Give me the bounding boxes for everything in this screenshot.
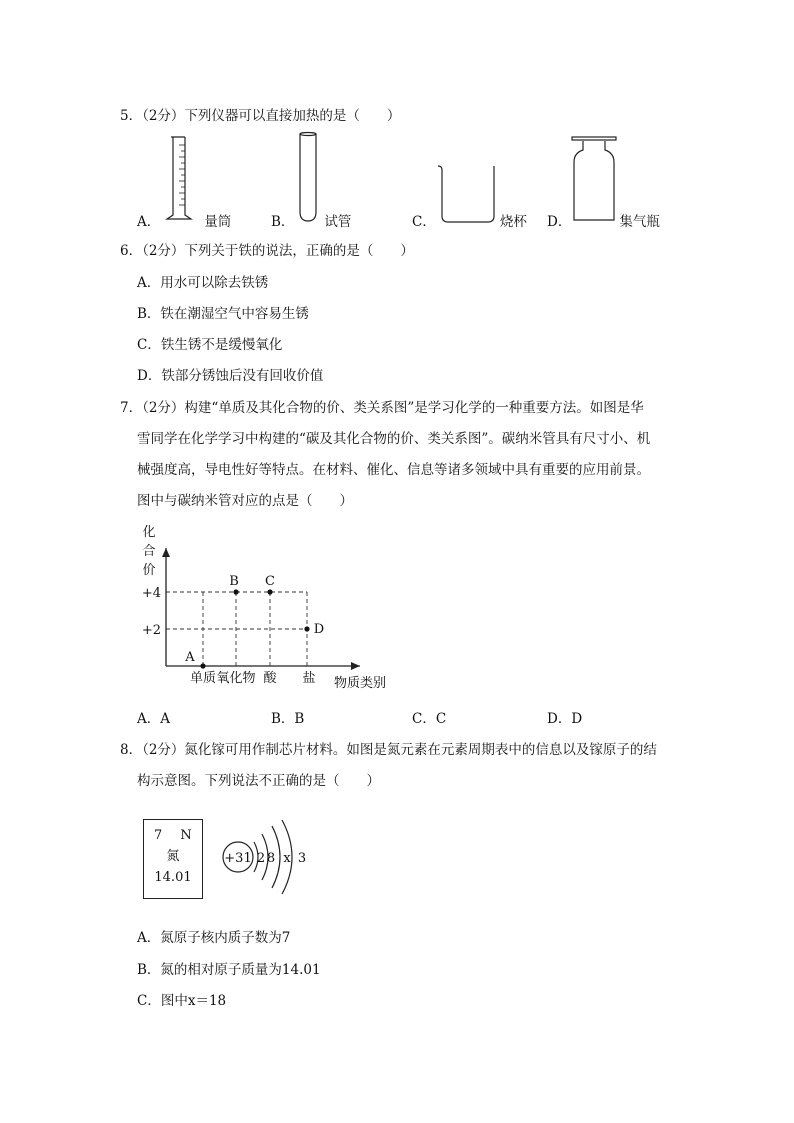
data-point (200, 663, 205, 668)
q6-stem: 6．（2分）下列关于铁的说法，正确的是（ ） (120, 243, 414, 259)
q6-option-c[interactable]: C．铁生锈不是缓慢氧化 (137, 337, 283, 353)
q8-stem-line: 构示意图。下列说法不正确的是（ ） (137, 773, 380, 789)
point-label: B (229, 574, 239, 589)
q7-option-a[interactable]: A．A (137, 711, 170, 727)
q5-option-d[interactable]: D． 集气瓶 (547, 214, 660, 230)
nucleus-charge: +31 (224, 851, 252, 866)
y-axis-arrow (162, 548, 170, 557)
q7-option-b[interactable]: B．B (271, 711, 305, 727)
data-point (304, 626, 309, 631)
q8-stem-line: 8．（2分）氮化镓可用作制芯片材料。如图是氮元素在元素周期表中的信息以及镓原子的结 (120, 742, 657, 758)
y-tick-label: +4 (141, 586, 161, 601)
q7-stem-line: 械强度高，导电性好等特点。在材料、催化、信息等诸多领域中具有重要的应用前景。 (137, 462, 650, 478)
category-label: 酸 (263, 671, 277, 686)
q8-option-c[interactable]: C．图中x＝18 (137, 993, 227, 1009)
element-symbol: N (180, 828, 192, 843)
y-tick-label: +2 (141, 623, 161, 638)
q5-stem: 5．（2分）下列仪器可以直接加热的是（ ） (120, 108, 401, 124)
shell-electrons: x (283, 851, 291, 866)
atomic-mass: 14.01 (154, 870, 192, 885)
gallium-atom-structure (220, 820, 320, 896)
q5-option-b[interactable]: B． 试管 (271, 214, 352, 230)
shell-electrons: 2 (256, 851, 266, 866)
q6-option-a[interactable]: A．用水可以除去铁锈 (137, 275, 269, 291)
q7-stem-line: 图中与碳纳米管对应的点是（ ） (137, 493, 353, 509)
x-axis-arrow (351, 662, 360, 670)
q8-option-b[interactable]: B．氮的相对原子质量为14.01 (137, 962, 321, 978)
q7-stem-line: 雪同学在化学学习中构建的“碳及其化合物的价、类关系图”。碳纳米管具有尺寸小、机 (137, 431, 651, 447)
y-axis-label: 价 (142, 563, 156, 578)
y-axis-label: 化 (142, 525, 156, 540)
atomic-number: 7 (154, 828, 163, 843)
q7-stem-line: 7．（2分）构建“单质及其化合物的价、类关系图”是学习化学的一种重要方法。如图是华 (120, 400, 644, 416)
q7-option-d[interactable]: D．D (547, 711, 583, 727)
category-label: 氧化物 (216, 671, 256, 686)
q6-option-d[interactable]: D．铁部分锈蚀后没有回收价值 (137, 368, 324, 384)
q8-option-a[interactable]: A．氮原子核内质子数为7 (137, 930, 291, 946)
q5-option-a[interactable]: A． 量筒 (137, 214, 232, 230)
element-name: 氮 (166, 849, 180, 864)
shell-electrons: 3 (297, 851, 307, 866)
shell-electrons: 8 (266, 851, 276, 866)
data-point (233, 589, 238, 594)
q7-option-c[interactable]: C．C (412, 711, 447, 727)
y-axis-label: 合 (142, 544, 156, 559)
q5-option-c[interactable]: C． 烧杯 (412, 214, 527, 230)
category-label: 单质 (189, 671, 217, 686)
point-label: C (265, 574, 275, 589)
data-point (267, 589, 272, 594)
category-label: 盐 (302, 671, 316, 686)
x-axis-label: 物质类别 (333, 676, 387, 691)
periodic-table-cell (143, 819, 203, 899)
point-label: A (185, 650, 195, 665)
point-label: D (313, 622, 325, 637)
q6-option-b[interactable]: B．铁在潮湿空气中容易生锈 (137, 306, 309, 322)
